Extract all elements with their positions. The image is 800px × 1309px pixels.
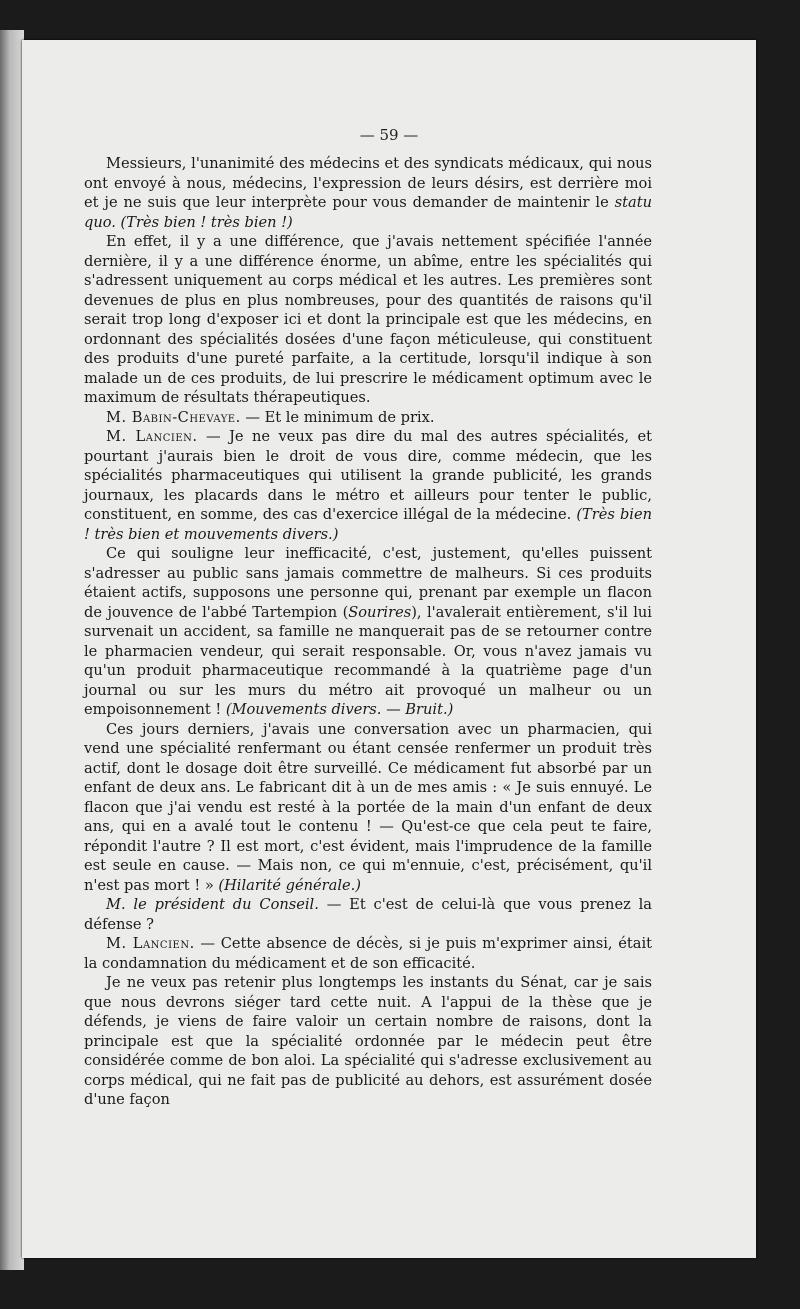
page-number: — 59 — <box>359 126 419 144</box>
speaker-name: M. Babin-Chevaye. <box>106 408 241 426</box>
paragraph-4: M. Lancien. — Je ne veux pas dire du mal des autres spécialités, et pourtant j'aurais bien le droit de vous dire, comme médecin, que les spécialités pharmaceutiques qui utilisent la grande publicité, les grands journaux, les placards dans le métro et ailleurs pour tenter le public, constituent, en somme, des cas d'exercice illégal de la médecine. (Très bien ! très bien et mouvements divers.) <box>84 428 652 543</box>
paragraph-1: Messieurs, l'unanimité des médecins et des syndicats médicaux, qui nous ont envoyé à nous, médecins, l'expression de leurs désirs, est derrière moi et je ne suis que leur interprète pour vous demander de maintenir le statu quo. (Très bien ! très bien !) <box>84 155 652 231</box>
book-page-edge <box>0 30 24 1270</box>
paragraph-5: Ce qui souligne leur inefficacité, c'est, justement, qu'elles puissent s'adresser au public sans jamais commettre de malheurs. Si ces produits étaient actifs, supposons une personne qui, prenant par exemple un flacon de jouvence de l'abbé Tartempion (Sourires), l'avalerait entièrement, s'il lui survenait un accident, sa famille ne manquerait pas de se retourner contre le pharmacien vendeur, qui serait responsable. Or, vous n'avez jamais vu qu'un produit pharmaceutique recommandé à la quatrième page d'un journal ou sur les murs du métro ait provoqué un malheur ou un empoisonnement ! (Mouvements divers. — Bruit.) <box>84 545 652 718</box>
paragraph-9: Je ne veux pas retenir plus longtemps les instants du Sénat, car je sais que nous devrons siéger tard cette nuit. A l'appui de la thèse que je défends, je viens de faire valoir un certain nombre de raisons, dont la principale est que la spécialité ordonnée par le médecin peut être considérée comme de bon aloi. La spécialité qui s'adresse exclusivement au corps médical, qui ne fait pas de publicité au dehors, est assurément dosée d'une façon <box>84 974 652 1108</box>
page-text <box>84 154 652 1110</box>
speaker-name: M. Lancien. <box>106 428 198 445</box>
speaker-name: M. le président du Conseil. <box>106 896 319 913</box>
document-page <box>22 40 756 1258</box>
paragraph-2: En effet, il y a une différence, que j'avais nettement spécifiée l'année dernière, il y a une différence énorme, un abîme, entre les spécialités qui s'adressent uniquement au corps médical et les autres. Les premières sont devenues de plus en plus nombreuses, pour des quantités de raisons qu'il serait trop long d'exposer ici et dont la principale est que les médecins, en ordonnant des spécialités dosées d'une façon méticuleuse, qui constituent des produits d'une pureté parfaite, a la certitude, lorsqu'il indique à son malade un de ces produits, de lui prescrire le médicament optimum avec le maximum de résultats thérapeutiques. <box>84 233 652 406</box>
speaker-name: M. Lancien. <box>106 935 195 952</box>
paragraph-6: Ces jours derniers, j'avais une conversation avec un pharmacien, qui vend une spécialité renfermant ou étant censée renfermer un produit très actif, dont le dosage doit être surveillé. Ce médicament fut absorbé par un enfant de deux ans. Le fabricant dit à un de mes amis : « Je suis ennuyé. Le flacon que j'ai vendu est resté à la portée de la main d'un enfant de deux ans, qui en a avalé tout le contenu ! — Qu'est-ce que cela peut te faire, répondit l'autre ? Il est mort, c'est évident, mais l'imprudence de la famille est seule en cause. — Mais non, ce qui m'ennuie, c'est, précisément, qu'il n'est pas mort ! » (Hilarité générale.) <box>84 720 652 894</box>
paragraph-3: M. Babin-Chevaye. — Et le minimum de prix. <box>106 408 435 426</box>
paragraph-7: M. le président du Conseil. — Et c'est de celui-là que vous prenez la défense ? <box>84 896 652 933</box>
paragraph-8: M. Lancien. — Cette absence de décès, si je puis m'exprimer ainsi, était la condamnation du médicament et de son efficacité. <box>84 935 652 972</box>
